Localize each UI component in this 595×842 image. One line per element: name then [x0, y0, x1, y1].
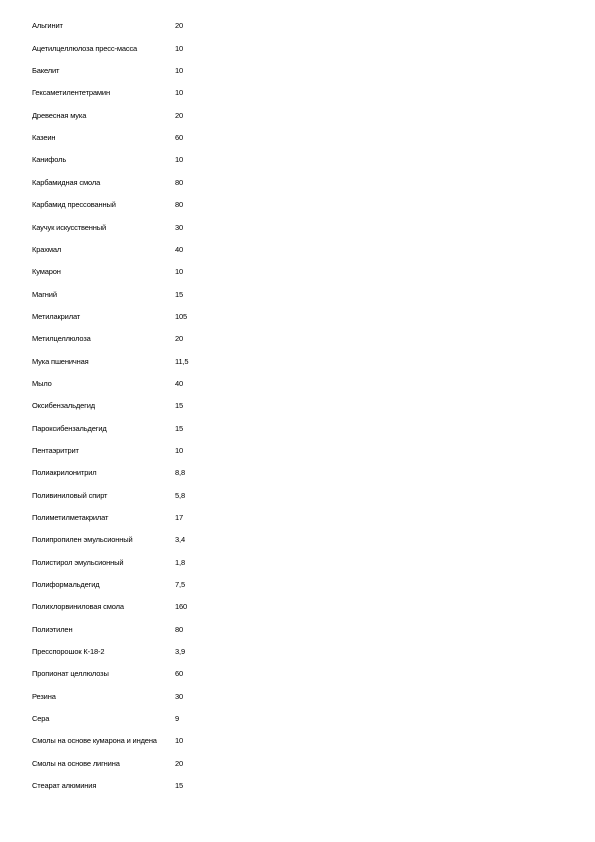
substance-name: Метилцеллюлоза — [32, 334, 91, 344]
substance-name: Мука пшеничная — [32, 356, 89, 366]
substance-name: Каучук искусственный — [32, 222, 107, 232]
table-row — [32, 283, 262, 305]
substance-name: Метилакрилат — [32, 311, 81, 321]
substance-value: 3,9 — [175, 647, 185, 657]
substance-value: 40 — [175, 244, 184, 254]
substance-value: 10 — [175, 155, 184, 165]
substance-value: 15 — [175, 289, 184, 299]
substance-name: Смолы на основе кумарона и индена — [32, 736, 157, 746]
substance-value: 10 — [175, 66, 184, 76]
table-row — [32, 149, 262, 171]
substance-value: 1,8 — [175, 557, 185, 567]
substance-name: Полиметилметакрилат — [32, 512, 109, 522]
substance-name: Пресспорошок К-18-2 — [32, 647, 105, 657]
table-row — [32, 596, 262, 618]
substance-name: Оксибензальдегид — [32, 401, 96, 411]
table-row — [32, 440, 262, 462]
substance-name: Сера — [32, 714, 50, 724]
table-row — [32, 685, 262, 707]
substance-value: 30 — [175, 691, 184, 701]
substance-table — [32, 15, 262, 797]
table-row — [32, 775, 262, 797]
substance-value: 80 — [175, 200, 184, 210]
substance-name: Альгинит — [32, 21, 63, 31]
substance-value: 3,4 — [175, 535, 185, 545]
substance-value: 80 — [175, 624, 184, 634]
substance-name: Ацетилцеллюлоза пресс-масса — [32, 43, 138, 53]
substance-name: Карбамидная смола — [32, 177, 101, 187]
substance-value: 60 — [175, 669, 184, 679]
table-row — [32, 462, 262, 484]
table-row — [32, 574, 262, 596]
substance-name: Бакелит — [32, 66, 60, 76]
table-row — [32, 305, 262, 327]
table-row — [32, 730, 262, 752]
table-row — [32, 708, 262, 730]
table-row — [32, 373, 262, 395]
substance-name: Пропионат целлюлозы — [32, 669, 109, 679]
table-row — [32, 529, 262, 551]
substance-value: 15 — [175, 781, 184, 791]
substance-name: Полихлорвиниловая смола — [32, 602, 124, 612]
table-row — [32, 618, 262, 640]
substance-name: Пентаэритрит — [32, 445, 79, 455]
substance-name: Крахмал — [32, 244, 62, 254]
substance-value: 10 — [175, 267, 184, 277]
table-row — [32, 194, 262, 216]
substance-value: 5,8 — [175, 490, 185, 500]
substance-name: Пароксибензальдегид — [32, 423, 107, 433]
substance-name: Карбамид прессованный — [32, 200, 116, 210]
substance-name: Канифоль — [32, 155, 67, 165]
table-row — [32, 663, 262, 685]
substance-name: Казеин — [32, 133, 56, 143]
substance-value: 10 — [175, 736, 184, 746]
substance-table-body — [32, 15, 262, 797]
substance-name: Стеарат алюминия — [32, 781, 97, 791]
substance-name: Мыло — [32, 378, 52, 388]
substance-name: Полиэтилен — [32, 624, 73, 634]
substance-value: 7,5 — [175, 580, 185, 590]
substance-name: Поливиниловый спирт — [32, 490, 108, 500]
substance-value: 30 — [175, 222, 184, 232]
substance-value: 20 — [175, 110, 184, 120]
substance-value: 10 — [175, 88, 184, 98]
table-row — [32, 484, 262, 506]
substance-value: 17 — [175, 512, 184, 522]
table-row — [32, 127, 262, 149]
substance-value: 20 — [175, 758, 184, 768]
substance-value: 11,5 — [175, 356, 189, 366]
substance-value: 15 — [175, 401, 184, 411]
substance-value: 10 — [175, 43, 184, 53]
substance-name: Гексаметилентетрамин — [32, 88, 110, 98]
table-row — [32, 60, 262, 82]
table-row — [32, 82, 262, 104]
substance-value: 8,8 — [175, 468, 185, 478]
table-row — [32, 261, 262, 283]
table-row — [32, 104, 262, 126]
table-row — [32, 641, 262, 663]
substance-value: 160 — [175, 602, 188, 612]
table-row — [32, 37, 262, 59]
substance-name: Полипропилен эмульсионный — [32, 535, 133, 545]
substance-name: Полистирол эмульсионный — [32, 557, 124, 567]
table-row — [32, 328, 262, 350]
substance-name: Смолы на основе лигнина — [32, 758, 120, 768]
substance-value: 80 — [175, 177, 184, 187]
table-row — [32, 216, 262, 238]
table-row — [32, 15, 262, 37]
substance-name: Резина — [32, 691, 56, 701]
substance-name: Полиформальдегид — [32, 580, 100, 590]
substance-name: Древесная мука — [32, 110, 87, 120]
table-row — [32, 171, 262, 193]
substance-value: 10 — [175, 445, 184, 455]
table-row — [32, 752, 262, 774]
substance-value: 20 — [175, 21, 184, 31]
table-row — [32, 507, 262, 529]
table-row — [32, 417, 262, 439]
substance-name: Кумарон — [32, 267, 61, 277]
substance-value: 20 — [175, 334, 184, 344]
substance-value: 15 — [175, 423, 184, 433]
substance-name: Полиакрилонитрил — [32, 468, 97, 478]
table-row — [32, 395, 262, 417]
substance-value: 105 — [175, 311, 188, 321]
table-row — [32, 238, 262, 260]
substance-value: 40 — [175, 378, 184, 388]
table-row — [32, 551, 262, 573]
substance-value: 60 — [175, 133, 184, 143]
substance-value: 9 — [175, 714, 180, 724]
table-row — [32, 350, 262, 372]
substance-name: Магний — [32, 289, 57, 299]
